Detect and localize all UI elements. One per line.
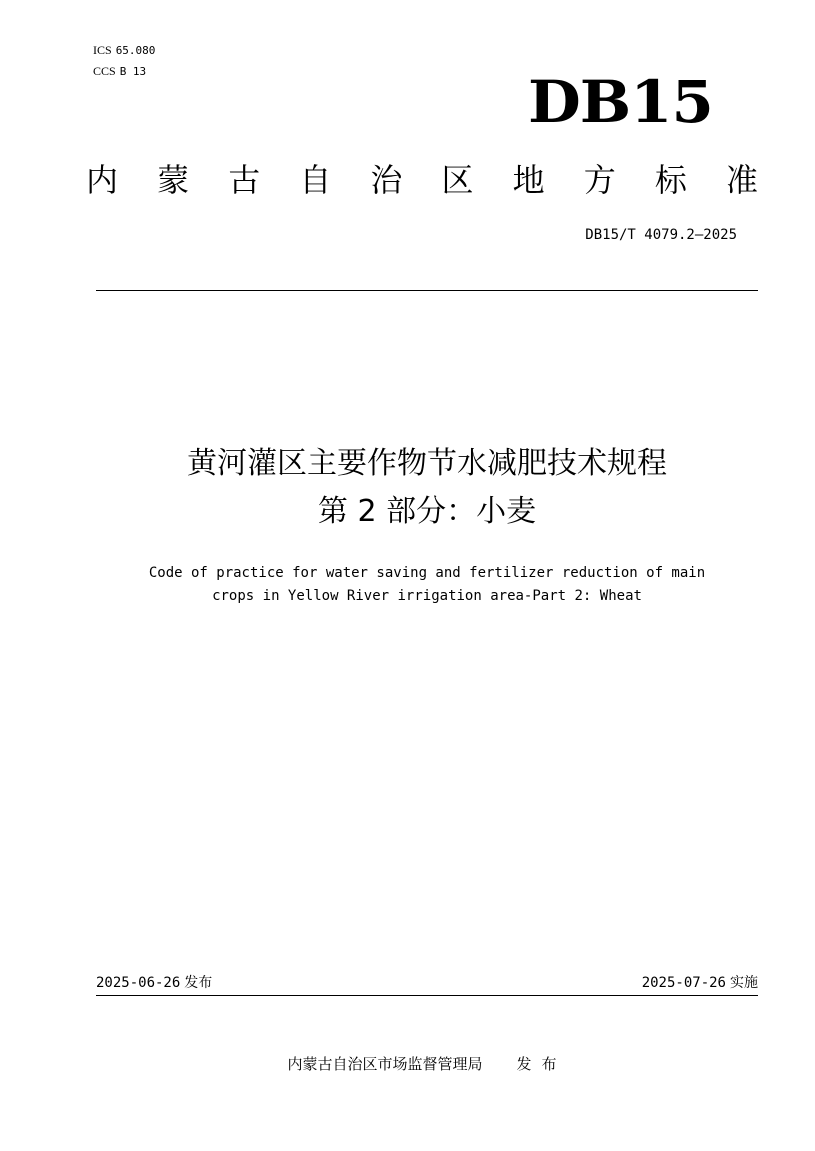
standard-type-char: 古 xyxy=(228,161,261,199)
implement-label: 实施 xyxy=(730,975,758,991)
standard-number: DB15/T 4079.2—2025 xyxy=(585,227,737,243)
ics-code: 65.080 xyxy=(115,44,156,57)
title-line-1: 黄河灌区主要作物节水减肥技术规程 xyxy=(187,446,667,481)
standard-type-char: 准 xyxy=(725,161,758,199)
standard-type-char: 蒙 xyxy=(157,161,190,199)
standard-type-char: 地 xyxy=(512,161,545,199)
standard-type xyxy=(82,154,762,206)
standard-type-char: 区 xyxy=(441,161,474,199)
ccs-label: CCS xyxy=(93,64,116,78)
english-title-line-2: crops in Yellow River irrigation area-Part 2: Wheat xyxy=(212,588,642,604)
ccs-code: B 13 xyxy=(119,65,147,78)
issuer-line xyxy=(96,1052,758,1076)
release-date: 2025-06-26 xyxy=(96,975,181,991)
english-title xyxy=(96,562,758,608)
english-title-line-1: Code of practice for water saving and fertilizer reduction of main xyxy=(148,565,706,581)
bottom-divider xyxy=(96,995,758,996)
standard-type-char: 治 xyxy=(370,161,403,199)
release-date-group xyxy=(96,972,212,994)
issuer-action: 发布 xyxy=(516,1055,567,1073)
title-line-2: 第 2 部分：小麦 xyxy=(317,494,537,529)
issuer-name: 内蒙古自治区市场监督管理局 xyxy=(287,1055,483,1073)
implement-date-group xyxy=(642,972,758,994)
ics-label: ICS xyxy=(93,43,112,57)
top-divider xyxy=(96,290,758,291)
document-title xyxy=(96,440,758,536)
standard-logo: DB15 xyxy=(528,68,713,136)
standard-type-char: 标 xyxy=(654,161,687,199)
ccs-line xyxy=(93,61,155,82)
ics-line xyxy=(93,40,155,61)
release-label: 发布 xyxy=(184,975,213,991)
date-row xyxy=(96,972,758,994)
standard-type-char: 方 xyxy=(583,161,616,199)
standard-type-char: 自 xyxy=(299,161,332,199)
implement-date: 2025-07-26 xyxy=(641,975,726,991)
standard-type-char: 内 xyxy=(85,161,118,199)
classification-block xyxy=(93,40,155,82)
